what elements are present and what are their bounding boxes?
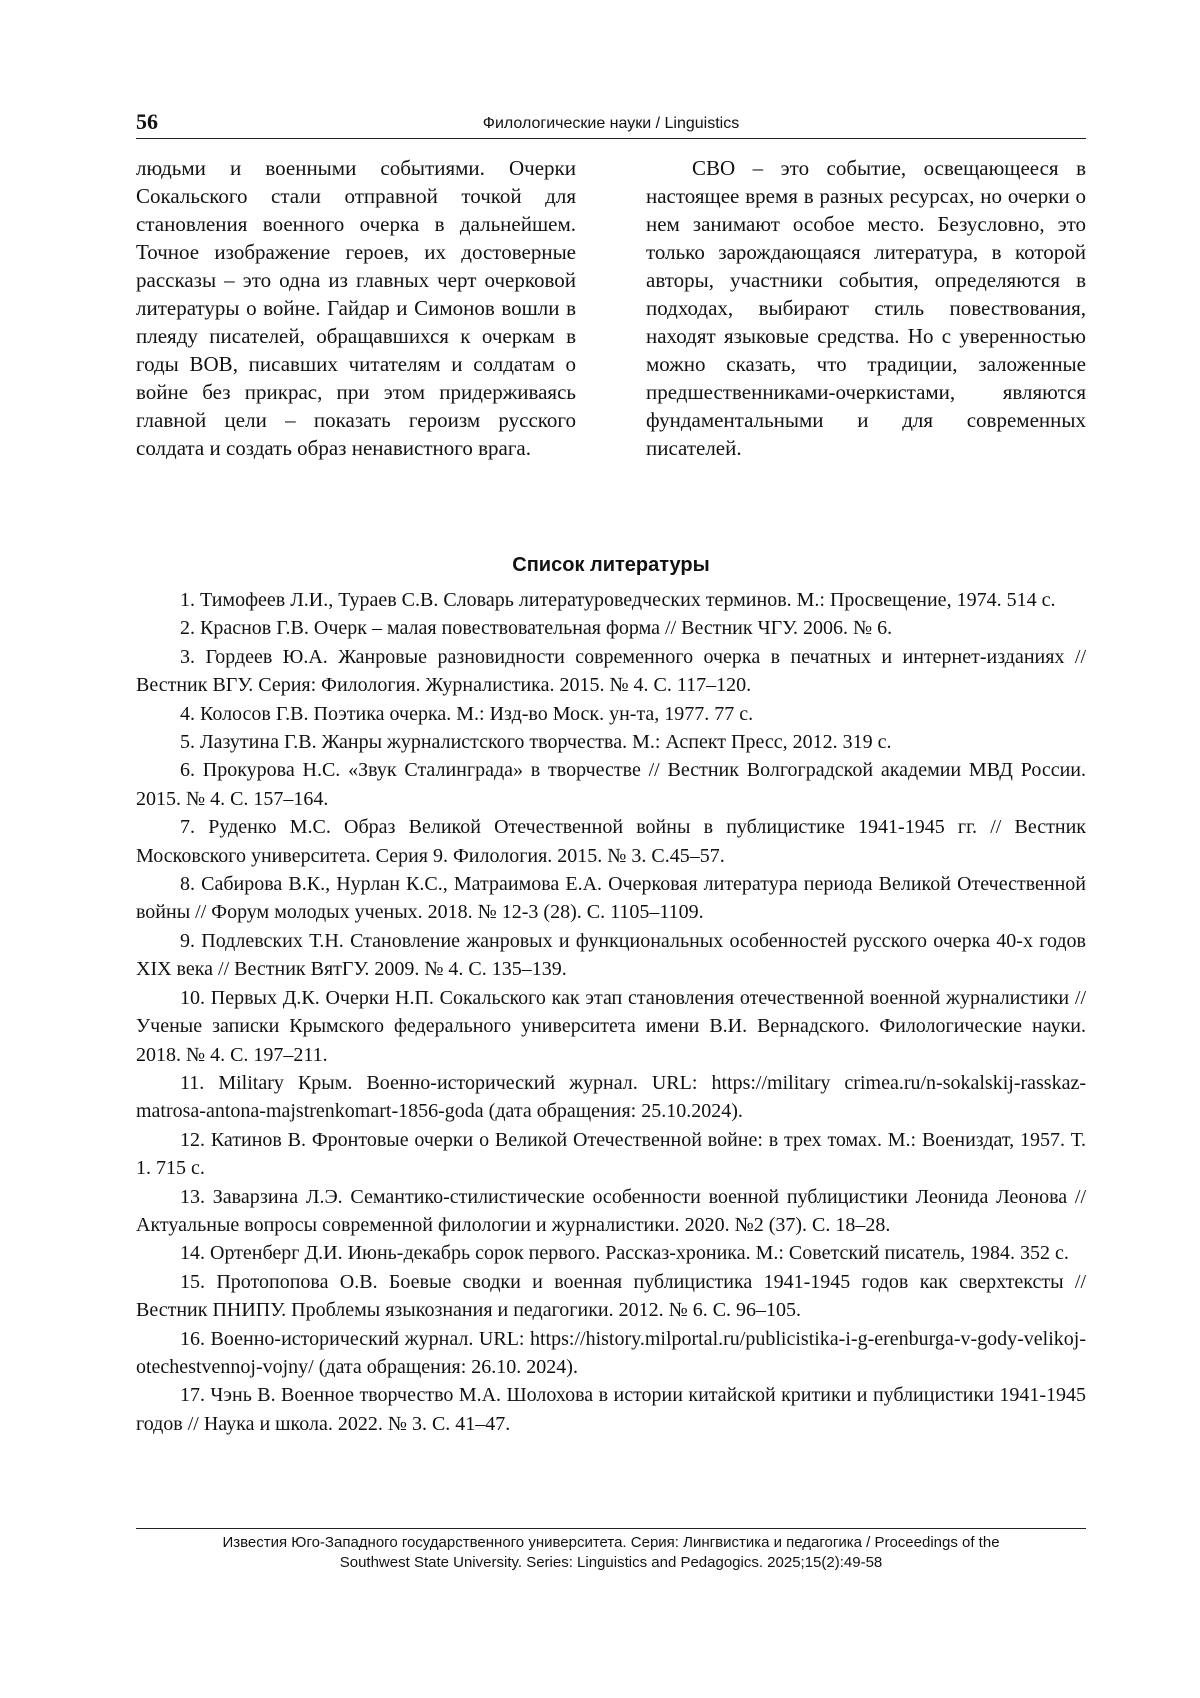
page-header <box>136 110 1086 139</box>
reference-item: 16. Военно-исторический журнал. URL: https://history.milportal.ru/publicistika-i-g-erenburga-v-gody-velikoj-otechestvennoj-vojny/ (дата обращения: 26.10. 2024). <box>136 1327 1086 1378</box>
journal-section-title: Филологические науки / Linguistics <box>482 115 740 132</box>
reference-item: 6. Прокурова Н.С. «Звук Сталинграда» в творчестве // Вестник Волгоградской академии МВД России. 2015. № 4. С. 157–164. <box>136 759 1086 810</box>
reference-item: 11. Military Крым. Военно-исторический журнал. URL: https://military crimea.ru/n-sokalskij-rasskaz-matrosa-antona-majstrenkomart-1856-goda (дата обращения: 25.10.2024). <box>136 1071 1086 1123</box>
reference-item: 17. Чэнь В. Военное творчество М.А. Шолохова в истории китайской критики и публицистики 1941-1945 годов // Наука и школа. 2022. № 3. С. 41–47. <box>136 1384 1086 1435</box>
references-title: Список литературы <box>512 554 710 576</box>
reference-item: 14. Ортенберг Д.И. Июнь-декабрь сорок первого. Рассказ-хроника. М.: Советский писатель, 1984. 352 с. <box>180 1242 1069 1265</box>
reference-item: 4. Колосов Г.В. Поэтика очерка. М.: Изд-во Моск. ун-та, 1977. 77 с. <box>180 702 754 725</box>
reference-item: 8. Сабирова В.К., Нурлан К.С., Матраимова Е.А. Очерковая литература периода Великой Отечественной войны // Форум молодых ученых. 2018. № 12-3 (28). С. 1105–1109. <box>136 873 1086 924</box>
reference-item: 2. Краснов Г.В. Очерк – малая повествовательная форма // Вестник ЧГУ. 2006. № 6. <box>180 617 893 640</box>
reference-item: 1. Тимофеев Л.И., Тураев С.В. Словарь литературоведческих терминов. М.: Просвещение, 1974. 514 с. <box>180 589 1056 611</box>
body-columns <box>136 154 1086 524</box>
reference-item: 9. Подлевских Т.Н. Становление жанровых и функциональных особенностей русского очерка 40-х годов XIX века // Вестник ВятГУ. 2009. № 4. С. 135–139. <box>136 929 1086 981</box>
reference-item: 12. Катинов В. Фронтовые очерки о Великой Отечественной войне: в трех томах. М.: Воениздат, 1957. Т. 1. 715 с. <box>136 1128 1086 1180</box>
reference-item: 13. Заварзина Л.Э. Семантико-стилистические особенности военной публицистики Леонида Леонова // Актуальные вопросы современной филологии и журналистики. 2020. №2 (37). С. 18–28. <box>136 1185 1086 1236</box>
page-footer <box>136 1528 1086 1573</box>
footer-citation-line-1: Известия Юго-Западного государственного университета. Серия: Лингвистика и педагогика / Proceedings of the <box>222 1534 1000 1551</box>
page-number: 56 <box>136 109 158 134</box>
reference-item: 5. Лазутина Г.В. Жанры журналистского творчества. М.: Аспект Пресс, 2012. 319 с. <box>180 731 892 754</box>
reference-item: 15. Протопопова О.В. Боевые сводки и военная публицистика 1941-1945 годов как сверхтексты // Вестник ПНИПУ. Проблемы языкознания и педагогики. 2012. № 6. С. 96–105. <box>136 1270 1086 1322</box>
footer-citation-line-2: Southwest State University. Series: Linguistics and Pedagogics. 2025;15(2):49-58 <box>339 1554 883 1571</box>
references-list <box>136 586 1086 1438</box>
reference-item: 10. Первых Д.К. Очерки Н.П. Сокальского как этап становления отечественной военной журналистики // Ученые записки Крымского федерального университета имени В.И. Вернадского. Филологические науки. 2018. № 4. С. 197–211. <box>136 986 1086 1066</box>
reference-item: 3. Гордеев Ю.А. Жанровые разновидности современного очерка в печатных и интернет-изданиях // Вестник ВГУ. Серия: Филология. Журналистика. 2015. № 4. С. 117–120. <box>136 645 1086 697</box>
reference-item: 7. Руденко М.С. Образ Великой Отечественной войны в публицистике 1941-1945 гг. // Вестник Московского университета. Серия 9. Филология. 2015. № 3. С.45–57. <box>136 816 1086 867</box>
right-column-text: СВО – это событие, освещающееся в настоящее время в разных ресурсах, но очерки о нем занимают особое место. Безусловно, это только зарождающаяся литература, в которой авторы, участники события, определяются в подходах, выбирают стиль повествования, находят языковые средства. Но с уверенностью можно сказать, что традиции, заложенные предшественниками-очеркистами, являются фундаментальными и для современных писателей. <box>646 156 1086 460</box>
left-column-text: людьми и военными событиями. Очерки Сокальского стали отправной точкой для становления военного очерка в дальнейшем. Точное изображение героев, их достоверные рассказы – это одна из главных черт очерковой литературы о войне. Гайдар и Симонов вошли в плеяду писателей, обращавшихся к очеркам в годы ВОВ, писавших читателям и солдатам о войне без прикрас, при этом придерживаясь главной цели – показать героизм русского солдата и создать образ ненавистного врага. <box>136 156 576 460</box>
